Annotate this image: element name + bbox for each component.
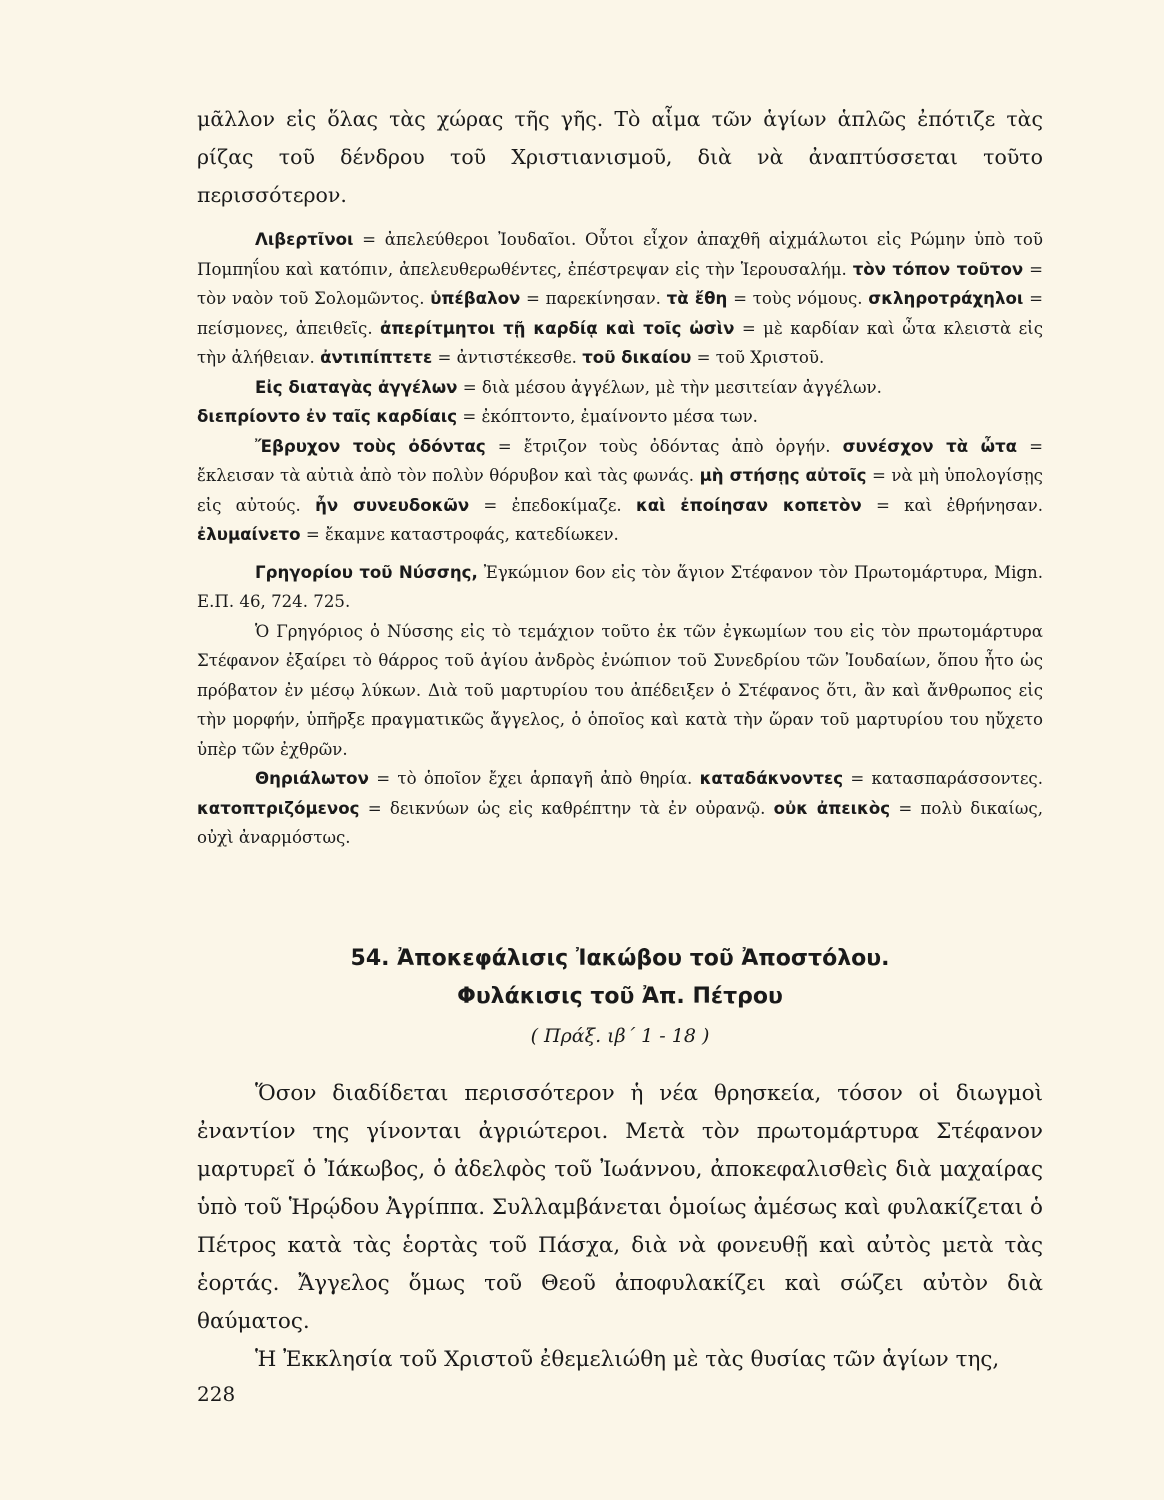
glossary-definition: = δεικνύων ὡς εἰς καθρέπτην τὰ ἐν οὐρανῷ. [359, 798, 774, 818]
section-heading [197, 940, 1043, 1016]
glossary-paragraph [197, 402, 1043, 432]
glossary-definition: = κατασπαράσσοντες. [843, 769, 1043, 788]
section-title-line1: 54. Ἀποκεφάλισις Ἰακώβου τοῦ Ἀποστόλου. [350, 946, 890, 971]
glossary-term: οὐκ ἀπεικὸς [773, 798, 891, 818]
glossary-term: ἀντιπίπτετε [320, 348, 433, 367]
glossary-term: καὶ ἐποίησαν κοπετὸν [635, 495, 862, 515]
continuation-paragraph: μᾶλλον εἰς ὅλας τὰς χώρας τῆς γῆς. Τὸ αἷμα τῶν ἁγίων ἁπλῶς ἐπότιζε τὰς ρίζας τοῦ δένδρου τοῦ Χριστιανισμοῦ, διὰ νὰ ἀναπτύσσεται τοῦτο περισσότερον. [197, 107, 1043, 207]
glossary-term: Γρηγορίου τοῦ Νύσσης, [255, 562, 478, 582]
glossary-term: Εἰς διαταγὰς ἀγγέλων [255, 377, 458, 397]
glossary-definition: Ἐγκώμιον 6ον εἰς τὸν ἅγιον Στέφανον τὸν Πρωτομάρτυρα, Mign. Ε.Π. 46, 724. 725. [197, 562, 1043, 611]
glossary-term: σκληροτράχηλοι [868, 289, 1024, 308]
glossary-definition: = τὸν ναὸν τοῦ Σολομῶντος. [197, 259, 1043, 308]
glossary-definition: = ἐκόπτοντο, ἐμαίνοντο μέσα των. [457, 407, 758, 426]
glossary-definition: = πολὺ δικαίως, οὐχὶ ἀναρμόστως. [197, 798, 1043, 847]
glossary-term: κατοπτριζόμενος [197, 798, 360, 818]
glossary-definition: = τοῦ Χριστοῦ. [691, 348, 825, 367]
glossary-definition: = μὲ καρδίαν καὶ ὦτα κλειστὰ εἰς τὴν ἀλήθειαν. [197, 318, 1043, 367]
glossary-definition: = ἔκαμνε καταστροφάς, κατεδίωκεν. [300, 525, 619, 544]
glossary-definition: = ἔκλεισαν τὰ αὐτιὰ ἀπὸ τὸν πολὺν θόρυβον καὶ τὰς φωνάς. [197, 436, 1043, 485]
glossary-definition: = νὰ μὴ ὑπολογίσῃς εἰς αὐτούς. [197, 466, 1043, 515]
glossary-definition: = παρεκίνησαν. [520, 289, 667, 308]
glossary-term: ἀπερίτμητοι τῇ καρδίᾳ καὶ τοῖς ὠσὶν [380, 318, 735, 338]
glossary-definition: = ἀντιστέκεσθε. [432, 348, 583, 367]
glossary-definition: = διὰ μέσου ἀγγέλων, μὲ τὴν μεσιτείαν ἀγγέλων. [457, 377, 882, 397]
glossary-block [197, 225, 1043, 853]
glossary-definition: = ἔτριζον τοὺς ὀδόντας ἀπὸ ὀργήν. [485, 436, 843, 456]
glossary-paragraph [197, 373, 1043, 403]
body-paragraph: Ἡ Ἐκκλησία τοῦ Χριστοῦ ἐθεμελιώθη μὲ τὰς θυσίας τῶν ἁγίων της, [255, 1347, 1000, 1372]
body-text-block [197, 1075, 1043, 1379]
glossary-term: διεπρίοντο ἐν ταῖς καρδίαις [197, 407, 458, 426]
glossary-definition: = καὶ ἐθρήνησαν. [861, 495, 1043, 515]
source-citation [197, 558, 1043, 617]
glossary-paragraph [197, 764, 1043, 853]
glossary-term: ὑπέβαλον [430, 289, 521, 308]
glossary-term: τὰ ἔθη [666, 289, 728, 308]
glossary-definition: = ἀπελεύθεροι Ἰουδαῖοι. Οὗτοι εἶχον ἀπαχθῆ αἰχμάλωτοι εἰς Ρώμην ὑπὸ τοῦ Πομπηΐου καὶ κατόπιν, ἀπελευθερωθέντες, ἐπέστρεψαν εἰς τὴν Ἱερουσαλήμ. [197, 230, 1043, 279]
top-text-block [197, 100, 1043, 214]
glossary-definition: = τὸ ὁποῖον ἔχει ἁρπαγῆ ἀπὸ θηρία. [368, 769, 700, 788]
glossary-definition: Ὁ Γρηγόριος ὁ Νύσσης εἰς τὸ τεμάχιον τοῦτο ἐκ τῶν ἐγκωμίων του εἰς τὸν πρωτομάρτυρα Στέφανον ἐξαίρει τὸ θάρρος τοῦ ἁγίου ἀνδρὸς ἐνώπιον τοῦ Συνεδρίου τῶν Ἰουδαίων, ὅπου ἦτο ὡς πρόβατον ἐν μέσῳ λύκων. Διὰ τοῦ μαρτυρίου του ἀπέδειξεν ὁ Στέφανος ὅτι, ἂν καὶ ἄνθρωπος εἰς τὴν μορφήν, ὑπῆρξε πραγματικῶς ἄγγελος, ὁ ὁποῖος καὶ κατὰ τὴν ὥραν τοῦ μαρτυρίου του ηὔχετο ὑπὲρ τῶν ἐχθρῶν. [197, 621, 1043, 759]
glossary-term: τὸν τόπον τοῦτον [852, 259, 1024, 279]
glossary-term: ἐλυμαίνετο [197, 525, 301, 544]
glossary-definition: = πείσμονες, ἀπειθεῖς. [197, 289, 1044, 338]
body-paragraph: Ὅσον διαδίδεται περισσότερον ἡ νέα θρησκεία, τόσον οἱ διωγμοὶ ἐναντίον της γίνονται ἀγριώτεροι. Μετὰ τὸν πρωτομάρτυρα Στέφανον μαρτυρεῖ ὁ Ἰάκωβος, ὁ ἀδελφὸς τοῦ Ἰωάννου, ἀποκεφαλισθεὶς διὰ μαχαίρας ὑπὸ τοῦ Ἡρῴδου Ἀγρίππα. Συλλαμβάνεται ὁμοίως ἀμέσως καὶ φυλακίζεται ὁ Πέτρος κατὰ τὰς ἑορτὰς τοῦ Πάσχα, διὰ νὰ φονευθῇ καὶ αὐτὸς μετὰ τὰς ἑορτάς. Ἄγγελος ὅμως τοῦ Θεοῦ ἀποφυλακίζει καὶ σώζει αὐτὸν διὰ θαύματος. [197, 1081, 1043, 1334]
glossary-definition: = ἐπεδοκίμαζε. [469, 495, 636, 515]
glossary-term: Θηριάλωτον [255, 769, 369, 788]
glossary-term: συνέσχον τὰ ὦτα [842, 436, 1018, 456]
glossary-paragraph [197, 225, 1043, 373]
glossary-term: μὴ στήσῃς αὐτοῖς [699, 466, 867, 485]
glossary-term: τοῦ δικαίου [582, 348, 692, 367]
commentary-paragraph [197, 617, 1043, 765]
glossary-paragraph [197, 432, 1043, 550]
glossary-definition: = τοὺς νόμους. [727, 289, 869, 308]
glossary-term: Ἔβρυχον τοὺς ὀδόντας [255, 436, 486, 456]
page-number: 228 [197, 1382, 236, 1406]
section-title-line2: Φυλάκισις τοῦ Ἀπ. Πέτρου [457, 984, 783, 1009]
scripture-reference: ( Πράξ. ιβ΄ 1 - 18 ) [530, 1025, 710, 1047]
glossary-term: ἦν συνευδοκῶν [315, 495, 470, 515]
glossary-term: καταδάκνοντες [699, 769, 844, 788]
glossary-term: Λιβερτῖνοι [255, 230, 354, 249]
